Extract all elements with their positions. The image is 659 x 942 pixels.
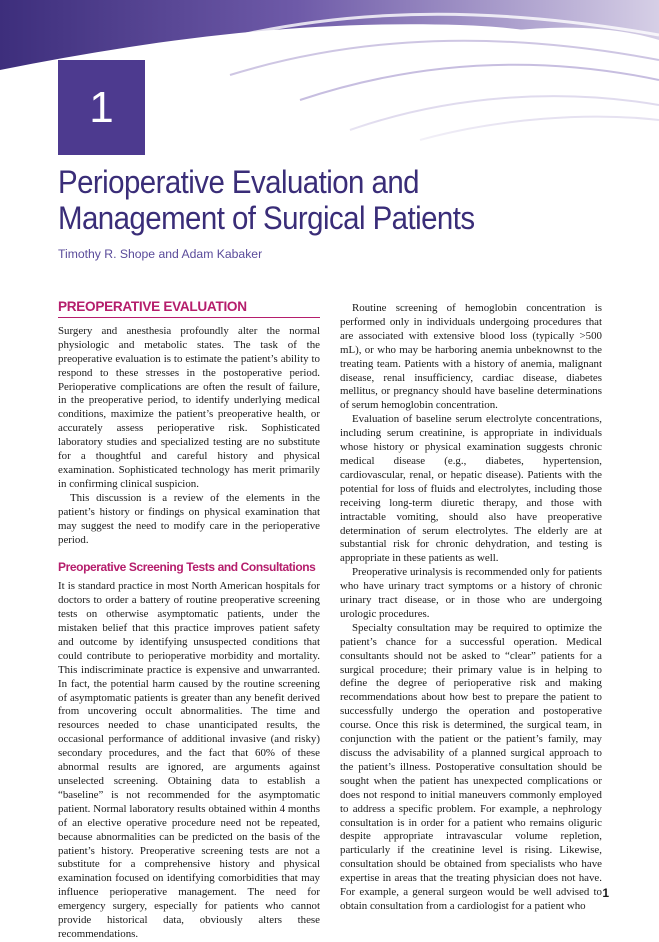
paragraph: It is standard practice in most North American hospitals for doctors to order a battery of routine preoperative screening tests on otherwise asymptomatic patients, under the mistaken belief that this practice improves patient safety and outcome by identifying unsuspected conditions that could contribute to perioperative morbidity and mortality. This indiscriminate practice is expensive and unwarranted. In fact, the potential harm caused by the routine screening of asymptomatic patients is greater than any benefit derived from uncovering occult abnormalities. The time and resources needed to chase unanticipated results, the occasional performance of additional invasive (and risky) secondary procedures, and the fact that 60% of these abnormal results are ignored, are arguments against unselected screening. Obtaining data to establish a “baseline” is not recommended for the asymptomatic patient. Normal laboratory results obtained within 4 months of an elective operative procedure need not be repeated, because abnormalities can be predicted on the basis of the patient’s history. Preoperative screening tests are not a substitute for a comprehensive history and physical examination focused on identifying comorbidities that may influence perioperative management. The need for emergency surgery, especially for patients who cannot provide historical data, obviously alters these recommendations. <box>58 580 320 940</box>
paragraph: This discussion is a review of the elements in the patient’s history or findings on physical examination that may suggest the need to modify care in the perioperative period. <box>58 491 320 546</box>
chapter-title-line-2: Management of Surgical Patients <box>58 200 475 236</box>
chapter-title <box>58 164 475 236</box>
right-column <box>340 302 602 914</box>
authors: Timothy R. Shope and Adam Kabaker <box>58 247 263 261</box>
paragraph: Specialty consultation may be required to optimize the patient’s chance for a successful operation. Medical consultants should not be asked to “clear” patients for a surgical procedure; their primary value is in helping to define the degree of perioperative risk and making recommendations about how best to prepare the patient to successfully undergo the operation and postoperative course. Once this risk is determined, the surgical team, in conjunction with the patient or the patient’s family, may discuss the advisability of a planned surgical approach to the patient’s illness. Postoperative consultation should be sought when the patient has unexpected complications or does not respond to initial maneuvers commonly employed to address a specific problem. For example, a nephrology consultation is in order for a patient who remains oliguric despite appropriate intravascular volume repletion, particularly if the creatinine level is rising. Likewise, consultation should be obtained from specialists who have expertise in areas that the treating physician does not have. For example, a general surgeon would be well advised to obtain consultation from a cardiologist for a patient who <box>340 621 602 912</box>
paragraph: Routine screening of hemoglobin concentration is performed only in individuals undergoing procedures that are associated with extensive blood loss (typically >500 mL), or who may be harboring anemia unbeknownst to the treating team. Patients with a history of anemia, malignant disease, renal insufficiency, cardiac disease, diabetes mellitus, or pregnancy should have baseline determinations of serum hemoglobin concentration. <box>340 302 602 412</box>
page-number: 1 <box>602 886 609 900</box>
section-heading-preoperative-evaluation: PREOPERATIVE EVALUATION <box>58 300 320 318</box>
paragraph: Evaluation of baseline serum electrolyte concentrations, including serum creatinine, is appropriate in individuals whose history or physical examination suggests chronic medical disease (e.g., diabetes, hypertension, cardiovascular, renal, or hepatic disease). Patients with the potential for loss of fluids and electrolytes, including those receiving long-term diuretic therapy, and those with intractable vomiting, should also have preoperative determination of serum electrolytes. The elderly are at substantial risk for chronic dehydration, and testing is appropriate in these patients as well. <box>340 413 602 565</box>
subsection-heading-screening: Preoperative Screening Tests and Consultations <box>58 560 316 575</box>
left-column <box>58 300 320 942</box>
chapter-title-line-1: Perioperative Evaluation and <box>58 164 419 200</box>
chapter-number: 1 <box>89 83 114 132</box>
paragraph: Surgery and anesthesia profoundly alter the normal physiologic and metabolic states. The task of the preoperative evaluation is to estimate the patient’s ability to respond to these stresses in the postoperative period. Perioperative complications are often the result of failure, in the preoperative period, to identify underlying medical conditions, maximize the patient’s preoperative health, or accurately assess perioperative risk. Sophisticated laboratory studies and specialized testing are no substitute for a thoughtful and careful history and physical examination. Sophisticated technology has merit primarily in confirming clinical suspicion. <box>58 324 320 490</box>
paragraph: Preoperative urinalysis is recommended only for patients who have urinary tract symptoms or a history of chronic urinary tract disease, or in those who are undergoing urologic procedures. <box>340 566 602 620</box>
